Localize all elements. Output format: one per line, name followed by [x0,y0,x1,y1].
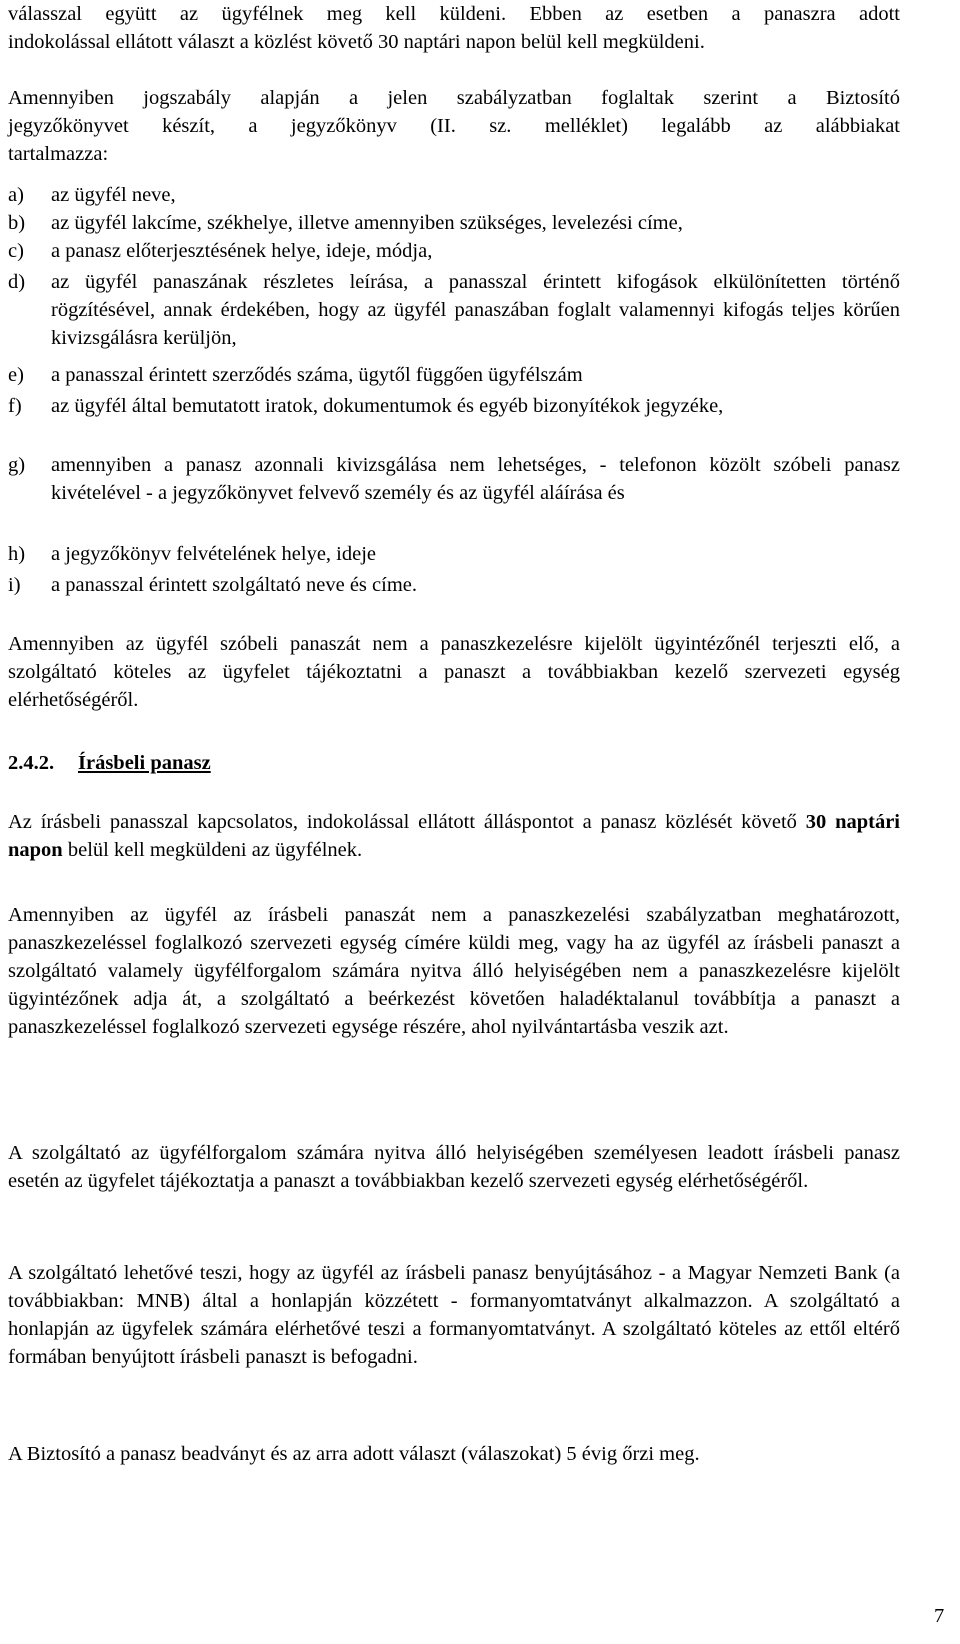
text-line: indokolással ellátott választ a közlést követő 30 naptári napon belül kell megküldeni. [8,31,705,53]
list-item-label: g) [8,454,26,476]
list-item-text: a panasz előterjesztésének helye, ideje, módja, [51,240,433,262]
section-title: Írásbeli panasz [78,752,211,774]
paragraph-retention: A Biztosító a panasz beadványt és az arra adott választ (válaszokat) 5 évig őrzi meg. [8,1443,700,1465]
paragraph-form: A szolgáltató lehetővé teszi, hogy az ügyfél az írásbeli panasz benyújtásához - a Magyar Nemzeti Bank (a továbbiakban: MNB) által a honlapján közzétett - formanyomtatványt alkalmazzon. A szolgáltató a honlapján az ügyfelek számára elérhetővé teszi a formanyomtatványt. A szolgáltató köteles az ettől eltérő formában benyújtott írásbeli panaszt is befogadni. [8,1262,900,1368]
section-number: 2.4.2. [8,752,55,774]
list-item-label: i) [8,574,21,596]
list-item-text: a panasszal érintett szolgáltató neve és címe. [51,574,417,596]
paragraph-response-deadline [8,0,900,56]
paragraph-in-person: A szolgáltató az ügyfélforgalom számára nyitva álló helyiségében személyesen leadott írásbeli panasz esetén az ügyfelet tájékoztatja a panaszt a továbbiakban kezelő szervezeti egység elérhetőségéről. [8,1142,900,1192]
list-item-text: az ügyfél neve, [51,184,176,206]
list-item-label: h) [8,543,26,565]
list-item-text: az ügyfél által bemutatott iratok, dokumentumok és egyéb bizonyítékok jegyzéke, [51,395,724,417]
list-item-text: az ügyfél panaszának részletes leírása, a panasszal érintett kifogások elkülönítetten történő rögzítésével, annak érdekében, hogy az ügyfél panaszában foglalt valamennyi kifogás teljes körűen kivizsgálásra kerüljön, [51,271,900,349]
text-run: belül kell megküldeni az ügyfélnek. [62,839,363,861]
list-item-text: a panasszal érintett szerződés száma, ügytől függően ügyfélszám [51,364,583,386]
emphasis-deadline: 30 naptári napon [8,811,900,861]
text-run: Az írásbeli panasszal kapcsolatos, indokolással ellátott álláspontot a panasz közlését követő [8,811,806,833]
list-item-label: e) [8,364,24,386]
text-line: Amennyiben jogszabály alapján a jelen szabályzatban foglaltak szerint a Biztosító [8,87,900,109]
list-item-label: d) [8,271,26,293]
list-item-text: amennyiben a panasz azonnali kivizsgálása nem lehetséges, - telefonon közölt szóbeli panasz kivételével - a jegyzőkönyvet felvevő személy és az ügyfél aláírása és [51,454,900,504]
list-item-label: b) [8,212,26,234]
list-item-label: c) [8,240,24,262]
paragraph-forwarding: Amennyiben az ügyfél az írásbeli panaszát nem a panaszkezelési szabályzatban meghatározott, panaszkezeléssel foglalkozó szervezeti egység címére küldi meg, vagy ha az ügyfél az írásbeli panaszt a szolgáltató valamely ügyfélforgalom számára nyitva álló helyiségében nem a panaszkezelésre kijelölt ügyintézőnek adja át, a szolgáltató a beérkezést követően haladéktalanul továbbítja a panaszt a panaszkezeléssel foglalkozó szervezeti egysége részére, ahol nyilvántartásba veszik azt. [8,904,900,1038]
paragraph-verbal-complaint: Amennyiben az ügyfél szóbeli panaszát nem a panaszkezelésre kijelölt ügyintézőnél terjeszti elő, a szolgáltató köteles az ügyfelet tájékoztatni a panaszt a továbbiakban kezelő szervezeti egység elérhetőségéről. [8,633,900,711]
list-item-label: f) [8,395,22,417]
text-line: válasszal együtt az ügyfélnek meg kell küldeni. Ebben az esetben a panaszra adott [8,3,900,25]
section-heading [8,749,211,777]
list-item-label: a) [8,184,24,206]
list-item-text: az ügyfél lakcíme, székhelye, illetve amennyiben szükséges, levelezési címe, [51,212,683,234]
list-item-text: a jegyzőkönyv felvételének helye, ideje [51,543,377,565]
text-line: tartalmazza: [8,143,109,165]
page-number: 7 [934,1605,945,1627]
text-line: jegyzőkönyvet készít, a jegyzőkönyv (II. sz. melléklet) legalább az alábbiakat [8,115,900,137]
paragraph-minutes-intro [8,84,900,168]
paragraph-written-response-deadline [8,808,900,864]
